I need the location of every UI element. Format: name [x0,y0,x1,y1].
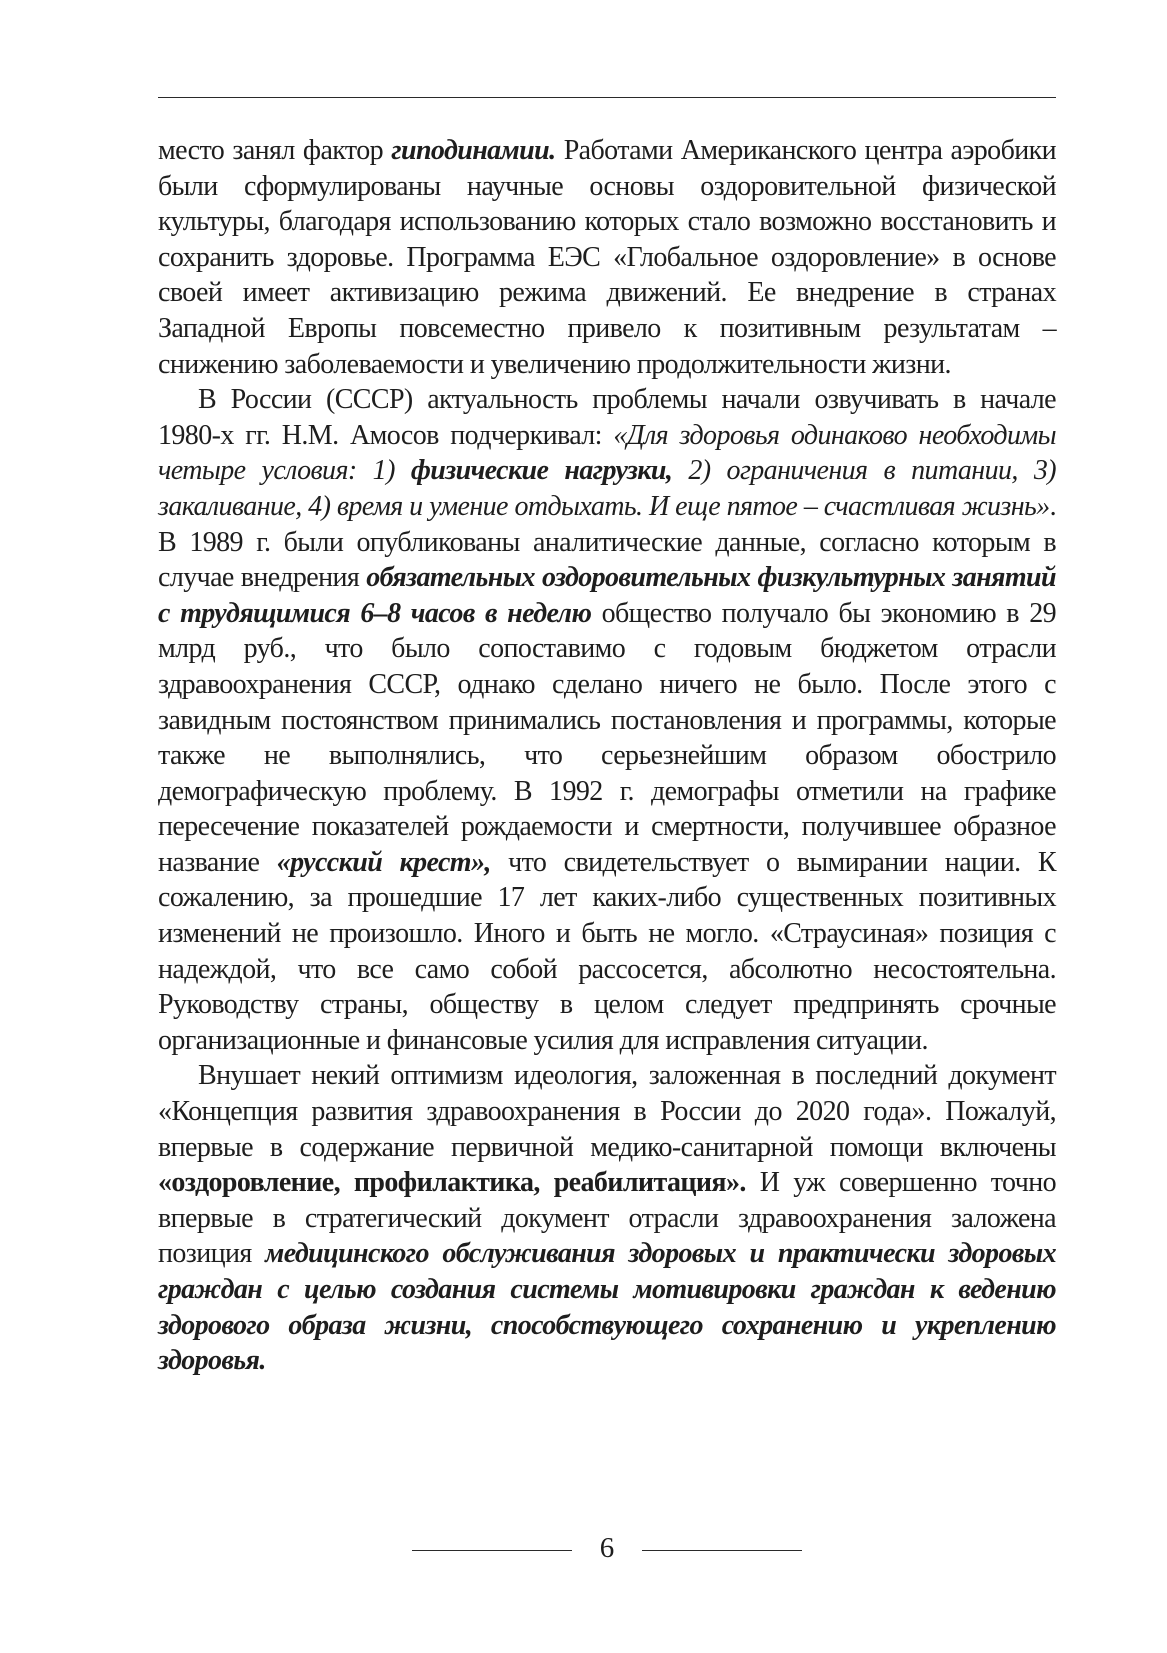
bold-italic-emphasis: «русский крест», [276,846,491,878]
page-number: 6 [599,1532,615,1564]
text-run: что свидетельствует о вымирании нации. К сожалению, за прошедшие 17 лет каких-либо существенных позитивных изменений не произошло. Иного и быть не могло. «Страусиная» позиция с надеждой, что все само собой рассосется, абсолютно несостоятельна. Руководству страны, обществу в целом следует предпринять срочные организационные и финансовые усилия для исправления ситуации. [158,846,1057,1056]
text-run: общество получало бы экономию в 29 млрд руб., что было сопоставимо с годовым бюджетом отрасли здравоохранения СССР, однако сделано ничего не было. После этого с завидным постоянством принимались постановления и программы, которые также не выполнялись, что серьезнейшим образом обострило демографическую проблему. В 1992 г. демографы отметили на графике пересечение показателей рождаемости и смертности, получившее образное название [158,597,1056,878]
bold-emphasis: «оздоровление, профилактика, реабилитация». [158,1167,746,1199]
paragraph-1 [158,133,1056,382]
text-run: В России (СССР) актуальность проблемы начали озвучивать в начале 1980-х гг. Н.М. Амосов подчеркивал: [158,384,1056,451]
paragraph-2 [158,382,1056,1058]
italic-quote: «Для здоровья одинаково необходимы четыре условия: 1) [158,419,1056,487]
footer-rule-right [642,1550,802,1551]
text-run: место занял фактор [158,135,392,166]
text-run: Внушает некий оптимизм идеология, заложенная в последний документ «Концепция развития здравоохранения в России до 2020 года». Пожалуй, впервые в содержание первичной медико-санитарной помощи включены [158,1060,1056,1163]
text-run: И уж совершенно точно впервые в стратегический документ отрасли здравоохранения заложена позиция [158,1167,1057,1270]
text-run: Работами Американского центра аэробики были сформулированы научные основы оздоровительной физической культуры, благодаря использованию которых стало возможно восстановить и сохранить здоровье. Программа ЕЭС «Глобальное оздоровление» в основе своей имеет активизацию режима движений. Ее внедрение в странах Западной Европы повсеместно привело к позитивным результатам – снижению заболеваемости и увеличению продолжительности жизни. [158,135,1056,380]
bold-italic-emphasis: гиподинамии. [391,135,556,166]
text-run: . В 1989 г. были опубликованы аналитические данные, согласно которым в случае внедрения [158,490,1056,594]
body-text [158,133,1056,1379]
bold-italic-emphasis: обязательных оздоровительных физкультурных занятий с трудящимися 6–8 часов в неделю [158,562,1056,629]
bold-italic-emphasis: медицинского обслуживания здоровых и практически здоровых граждан с целью создания системы мотивировки граждан к ведению здорового образа жизни, способствующего сохранению и укреплению здоровья. [158,1238,1056,1377]
header-rule [158,97,1056,98]
bold-italic-emphasis: физические нагрузки, [410,455,673,487]
footer-rule-left [412,1550,572,1551]
italic-quote: 2) ограничения в питании, 3) закаливание, 4) время и умение отдыхать. И еще пятое – счастливая жизнь» [158,455,1056,522]
paragraph-3 [158,1058,1056,1378]
page-footer [0,1528,1167,1568]
